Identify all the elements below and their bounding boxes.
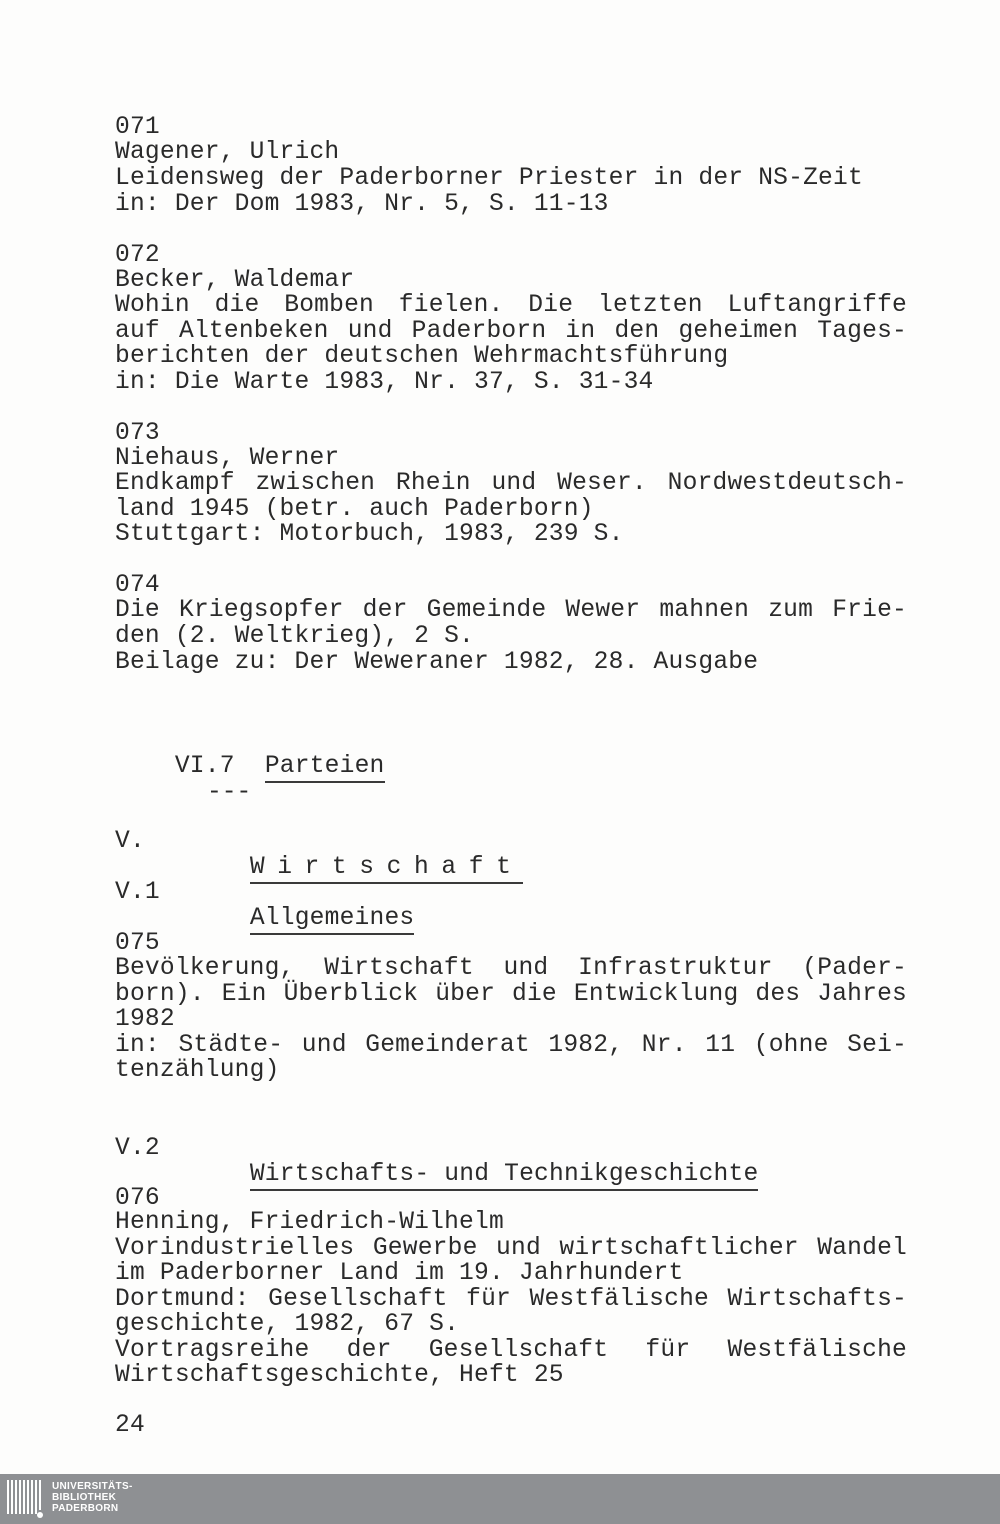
entry-line: Endkampf zwischen Rhein und Weser. Nordwestdeutsch- [115,470,907,497]
entry-line: Die Kriegsopfer der Gemeinde Wewer mahnen zum Frie- [115,597,907,624]
entry-number: 075 [115,930,160,957]
entry-line: im Paderborner Land im 19. Jahrhundert [115,1260,684,1287]
entry-line: Bevölkerung, Wirtschaft und Infrastruktur (Pader- [115,955,907,982]
university-library-logo-icon [6,1480,46,1518]
footer-text-line: PADERBORN [52,1503,119,1514]
entry-line: Leidensweg der Paderborner Priester in der NS-Zeit [115,165,863,192]
section-number: V.2 [115,1135,160,1162]
section-number: V. [115,828,145,855]
entry-line: Vorindustrielles Gewerbe und wirtschaftlicher Wandel [115,1235,907,1262]
entry-line: Vortragsreihe der Gesellschaft für Westfälische [115,1337,907,1364]
entry-line: Stuttgart: Motorbuch, 1983, 239 S. [115,521,624,548]
page-number: 24 [115,1412,145,1439]
entry-line: born). Ein Überblick über die Entwicklung des Jahres [115,981,907,1008]
entry-line: tenzählung) [115,1057,280,1084]
entry-author: Henning, Friedrich-Wilhelm [115,1209,504,1236]
chapter-title: Wirtschaft [250,854,524,884]
entry-line: Wirtschaftsgeschichte, Heft 25 [115,1362,564,1389]
section-title-wrap [190,880,414,958]
entry-line: in: Der Dom 1983, Nr. 5, S. 11-13 [115,191,609,218]
entry-line: auf Altenbeken und Paderborn in den geheimen Tages- [115,318,907,345]
entry-line: berichten der deutschen Wehrmachtsführung [115,343,729,370]
entry-number: 073 [115,420,160,447]
section-title: Allgemeines [250,905,415,935]
library-footer-bar [0,1474,1000,1524]
entry-line: 1982 [115,1006,175,1033]
section-title-wrap [190,1136,758,1214]
entry-number: 072 [115,242,160,269]
empty-section-marker: --- [207,779,252,806]
section-number: V.1 [115,879,160,906]
entry-author: Wagener, Ulrich [115,139,340,166]
entry-line: Dortmund: Gesellschaft für Westfälische Wirtschafts- [115,1286,907,1313]
entry-number: 074 [115,572,160,599]
entry-number: 076 [115,1185,160,1212]
entry-line: Wohin die Bomben fielen. Die letzten Luftangriffe [115,292,907,319]
entry-line: geschichte, 1982, 67 S. [115,1311,460,1338]
footer-text-line: BIBLIOTHEK [52,1492,117,1503]
entry-author: Niehaus, Werner [115,445,340,472]
section-number: VI.7 [174,753,235,780]
entry-line: land 1945 (betr. auch Paderborn) [115,496,594,523]
entry-number: 071 [115,114,160,141]
footer-text-line: UNIVERSITÄTS- [52,1481,133,1492]
entry-line: in: Die Warte 1983, Nr. 37, S. 31-34 [115,369,654,396]
entry-author: Becker, Waldemar [115,267,355,294]
entry-line: in: Städte- und Gemeinderat 1982, Nr. 11 (ohne Sei- [115,1032,907,1059]
entry-line: Beilage zu: Der Weweraner 1982, 28. Ausgabe [115,649,759,676]
section-title: Wirtschafts- und Technikgeschichte [250,1161,759,1191]
section-title: Parteien [265,753,385,783]
entry-line: den (2. Weltkrieg), 2 S. [115,623,475,650]
